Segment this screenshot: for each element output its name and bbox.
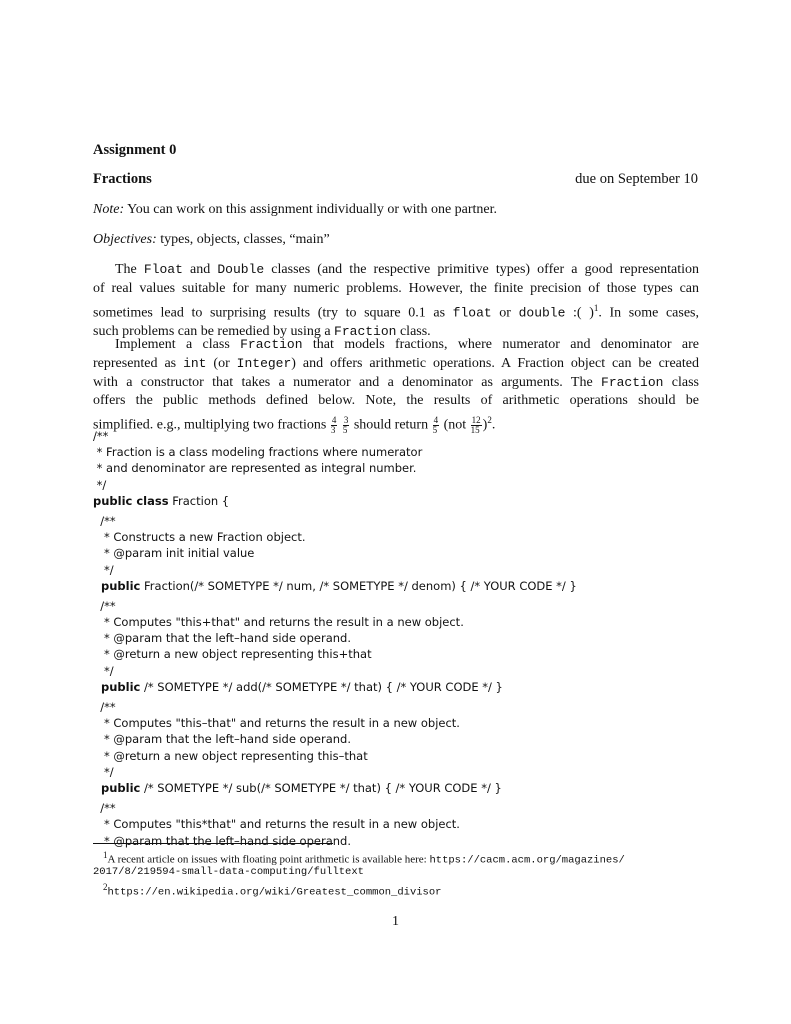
- paragraph-line: with a constructor that takes a numerator and a denominator as arguments. The Fraction class: [93, 374, 699, 390]
- paragraph-line: sometimes lead to surprising results (try to square 0.1 as float or double :( )$^1$. In some cases,: [93, 302, 699, 321]
- footnote-ref-1: 1: [593, 302, 599, 313]
- footnote-link-2[interactable]: https://en.wikipedia.org/wiki/Greatest_common_divisor: [107, 886, 442, 899]
- footnote-divider: [93, 843, 333, 844]
- code-line: /**: [93, 700, 116, 714]
- footnote-link-1-continued[interactable]: 2017/8/219594-small-data-computing/fulltext: [93, 866, 364, 878]
- objectives-label: Objectives:: [93, 232, 157, 247]
- note-text: You can work on this assignment individually or with one partner.: [127, 202, 498, 217]
- footnote-link-1[interactable]: https://cacm.acm.org/magazines/: [429, 854, 625, 867]
- code-line: * Computes "this–that" and returns the result in a new object.: [93, 716, 460, 731]
- code-line: */: [93, 562, 114, 577]
- note-line: [93, 202, 497, 218]
- code-line: * Fraction is a class modeling fractions where numerator: [93, 445, 423, 460]
- code-line: /**: [93, 429, 109, 443]
- fraction-3-5: $\frac{3}{5}$: [342, 415, 349, 436]
- note-label: Note:: [93, 202, 125, 217]
- section-title: Fractions: [93, 171, 152, 187]
- implementation-paragraph: [93, 336, 699, 436]
- fraction-12-15: $\frac{12}{15}$: [470, 415, 481, 436]
- code-line: /**: [93, 513, 116, 528]
- code-line: * @param init initial value: [93, 546, 255, 561]
- assignment-title: Assignment 0: [93, 142, 177, 158]
- code-line: * @param that the left–hand side operand.: [93, 631, 351, 646]
- code-line: /**: [93, 598, 116, 613]
- paragraph-line: offers the public methods defined below. Note, the results of arithmetic operations should be: [93, 393, 699, 409]
- code-line: public /* SOMETYPE */ sub(/* SOMETYPE */ that) { /* YOUR CODE */ }: [93, 780, 502, 795]
- footnote-mark-1: 1: [103, 850, 108, 860]
- code-line: * @param that the left–hand side operand.: [93, 732, 351, 747]
- code-line: */: [93, 477, 107, 492]
- due-date: due on September 10: [575, 171, 698, 187]
- code-listing: [93, 428, 577, 849]
- code-line: * Computes "this*that" and returns the result in a new object.: [93, 817, 460, 832]
- paragraph-line: such problems can be remedied by using a Fraction class.: [93, 324, 431, 340]
- code-line: */: [93, 663, 114, 678]
- paragraph-line: Implement a class Fraction that models fractions, where numerator and denominator are: [115, 337, 699, 352]
- code-line: * Computes "this+that" and returns the result in a new object.: [93, 615, 464, 630]
- code-line: */: [93, 764, 114, 779]
- footnote-ref-2: 2: [487, 415, 492, 426]
- objectives-line: [93, 232, 330, 248]
- code-line: public class Fraction {: [93, 493, 230, 508]
- code-line: /**: [93, 801, 116, 816]
- code-line: * Constructs a new Fraction object.: [93, 530, 306, 545]
- code-line: * @return a new object representing this–that: [93, 748, 368, 763]
- float-code: Float: [143, 262, 183, 277]
- code-line: public Fraction(/* SOMETYPE */ num, /* SOMETYPE */ denom) { /* YOUR CODE */ }: [93, 578, 577, 593]
- fraction-4-5: $\frac{4}{5}$: [432, 415, 439, 436]
- footnote-1: $^1$A recent article on issues with floating point arithmetic is available here: https://cacm.acm.org/magazines/: [103, 850, 625, 867]
- objectives-text: types, objects, classes, “main”: [160, 232, 330, 247]
- code-line: * and denominator are represented as integral number.: [93, 461, 417, 476]
- footnote-mark-2: 2: [103, 882, 108, 892]
- code-line: * @return a new object representing this+that: [93, 647, 372, 662]
- code-line: public /* SOMETYPE */ add(/* SOMETYPE */ that) { /* YOUR CODE */ }: [93, 679, 503, 694]
- intro-paragraph: [93, 261, 699, 342]
- footnote-1-continued: [93, 864, 364, 880]
- paragraph-line: simplified. e.g., multiplying two fractions $\frac{4}{3}$ $\frac{3}{5}$ should return $\frac{4}{5}$ (not $\frac{12}{15}$ )$^2$.: [93, 415, 496, 436]
- code-line: * @param that the left–hand side operand.: [93, 833, 351, 848]
- paragraph-line: of real values suitable for many numeric problems. However, the finite precision of those types can: [93, 280, 699, 296]
- page-number: 1: [392, 914, 399, 929]
- paragraph-line: The Float and Double classes (and the respective primitive types) offer a good representation: [115, 262, 699, 277]
- footnote-2: [103, 880, 441, 901]
- paragraph-line: represented as int (or Integer) and offers arithmetic operations. A Fraction object can be created: [93, 355, 699, 371]
- fraction-4-3: $\frac{4}{3}$: [330, 415, 337, 436]
- double-code: Double: [217, 262, 265, 277]
